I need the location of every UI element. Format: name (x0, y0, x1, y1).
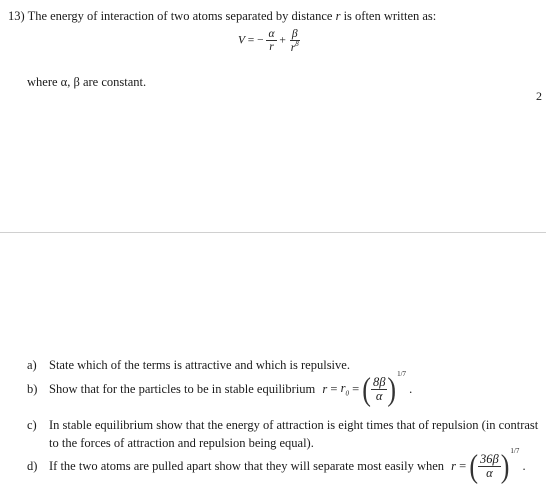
part-d-left-paren: ( (469, 447, 479, 485)
page-number: 2 (536, 89, 542, 103)
part-a (27, 358, 350, 373)
part-a-text: State which of the terms is attractive and which is repulsive. (49, 358, 350, 372)
part-b-equals-2: = (352, 382, 360, 397)
attractive-term-denominator: r (269, 41, 274, 54)
attractive-term-numerator: α (268, 28, 275, 41)
part-b-left-paren: ( (362, 370, 371, 408)
part-d-text: If the two atoms are pulled apart show that they will separate most easily when (49, 459, 445, 474)
page-separator (0, 232, 546, 233)
part-b-right-paren: ) (387, 370, 397, 408)
part-b-fraction-numerator: 8β (372, 375, 386, 389)
part-c-line-1: In stable equilibrium show that the energy of attraction is eight times that of repulsion (in contrast (49, 418, 539, 432)
part-d (27, 447, 526, 485)
part-c (27, 418, 538, 433)
attractive-term (266, 28, 276, 53)
repulsive-term-exponent: 8 (295, 40, 299, 49)
question-header (8, 9, 436, 24)
part-d-exponent: 1/7 (510, 447, 520, 455)
part-b-text: Show that for the particles to be in stable equilibrium (49, 382, 316, 397)
part-d-equals: = (459, 459, 467, 474)
part-b-exponent: 1/7 (397, 370, 407, 378)
energy-formula (238, 28, 301, 54)
formula-minus: − (257, 34, 264, 47)
part-c-continuation: to the forces of attraction and repulsion being equal). (49, 436, 314, 450)
part-c-label: c) (27, 418, 37, 432)
part-d-fraction-denominator: α (486, 466, 493, 481)
repulsive-term-denominator: $r^8$ (290, 40, 299, 54)
formula-lhs: V (238, 34, 245, 47)
formula-plus: + (279, 34, 286, 47)
part-a-label: a) (27, 358, 37, 372)
question-intro-end: is often written as: (343, 9, 437, 23)
part-d-fraction (478, 453, 501, 480)
repulsive-term-numerator: β (291, 28, 298, 40)
question-intro: The energy of interaction of two atoms separated by distance (27, 9, 333, 23)
part-b-r0: $r_0$ (340, 381, 349, 398)
part-d-variable: r (451, 459, 457, 474)
repulsive-term (289, 28, 301, 54)
part-d-tail: . (522, 459, 526, 474)
part-b-tail: . (409, 382, 413, 397)
part-d-right-paren: ) (500, 447, 510, 485)
formula-equals: = (247, 34, 255, 47)
part-b-fraction-denominator: α (375, 389, 383, 404)
part-b-fraction (371, 376, 387, 403)
part-b-variable: r (322, 382, 328, 397)
part-d-label: d) (27, 459, 38, 474)
intro-variable: r (335, 9, 341, 23)
constants-note: where α, β are constant. (27, 75, 147, 89)
part-d-fraction-numerator: 36β (480, 452, 499, 466)
part-b (27, 370, 413, 408)
part-b-equals: = (330, 382, 338, 397)
part-b-label: b) (27, 382, 38, 397)
question-number: 13) (8, 9, 25, 23)
